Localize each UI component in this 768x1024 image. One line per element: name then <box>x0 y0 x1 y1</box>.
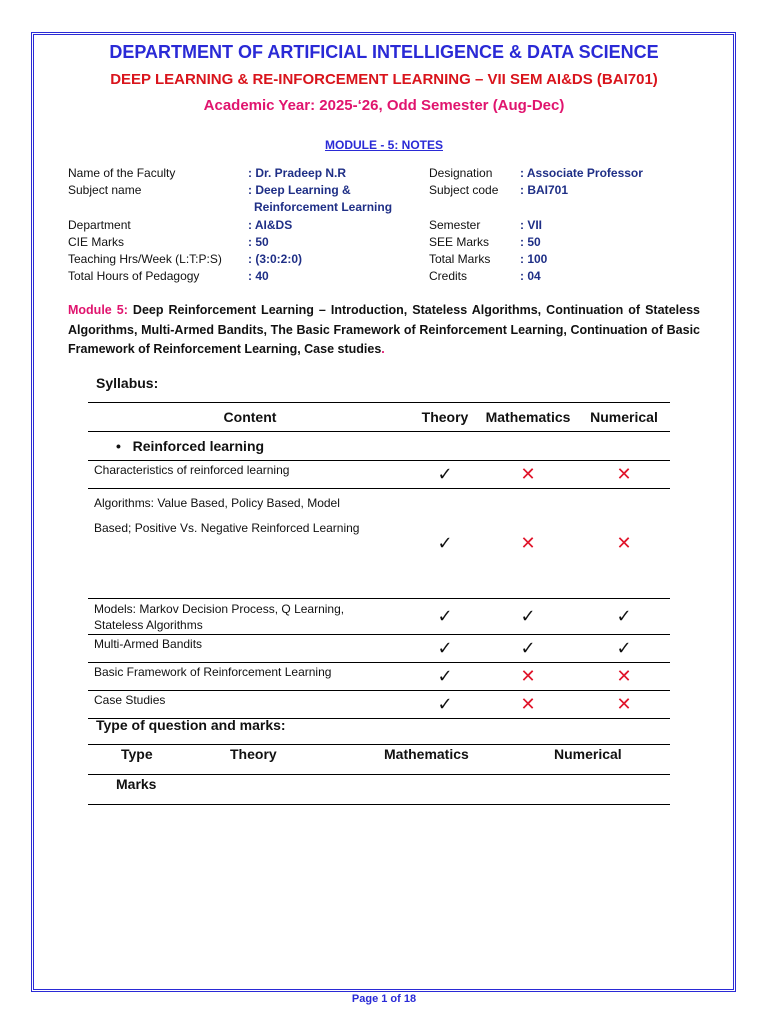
mathematics-check-icon: ✓ <box>478 599 578 635</box>
theory-check-icon: ✓ <box>412 663 478 691</box>
header-content: Content <box>88 403 412 432</box>
question-header-row <box>88 745 670 775</box>
cie-label: CIE Marks <box>68 235 125 249</box>
syllabus-header-row <box>88 403 670 432</box>
header-theory: Theory <box>412 403 478 432</box>
see-label: SEE Marks <box>429 235 490 249</box>
cie-value: : 50 <box>248 235 269 249</box>
course-title: DEEP LEARNING & RE-INFORCEMENT LEARNING – VII SEM AI&DS (BAI701) <box>110 71 658 88</box>
question-types-title: Type of question and marks: <box>96 717 286 733</box>
row-content: Case Studies <box>88 691 412 719</box>
numerical-check-icon: ✓ <box>578 599 670 635</box>
module-description <box>68 301 700 360</box>
table-row <box>88 489 670 599</box>
module-end: . <box>381 342 385 356</box>
syllabus-table <box>88 402 670 719</box>
designation-value: : Associate Professor <box>520 166 643 180</box>
total-marks-label: Total Marks <box>429 252 491 266</box>
marks-mathematics <box>378 775 528 805</box>
header-theory: Theory <box>228 745 378 775</box>
syllabus-title: Syllabus: <box>96 375 159 391</box>
credits-value: : 04 <box>520 269 541 283</box>
designation-label: Designation <box>429 166 493 180</box>
department-value: : AI&DS <box>248 218 293 232</box>
header-numerical: Numerical <box>578 403 670 432</box>
marks-numerical <box>528 775 670 805</box>
mathematics-check-icon: ✓ <box>478 635 578 663</box>
row-content: Multi-Armed Bandits <box>88 635 412 663</box>
numerical-cross-icon: ✕ <box>578 691 670 719</box>
faculty-value: : Dr. Pradeep N.R <box>248 166 347 180</box>
theory-check-icon: ✓ <box>412 635 478 663</box>
module-notes-title: MODULE - 5: NOTES <box>324 138 443 152</box>
table-row <box>88 461 670 489</box>
header-mathematics: Mathematics <box>378 745 528 775</box>
marks-row <box>88 775 670 805</box>
row-content: Characteristics of reinforced learning <box>88 461 412 489</box>
subject-label: Subject name <box>68 183 142 197</box>
row-content: Basic Framework of Reinforcement Learning <box>88 663 412 691</box>
table-row <box>88 663 670 691</box>
code-value: : BAI701 <box>520 183 569 197</box>
question-marks-table <box>88 744 670 805</box>
subject-value: : Deep Learning & <box>248 183 351 197</box>
bullet-icon: • <box>116 438 121 454</box>
row-content-line2: Based; Positive Vs. Negative Reinforced Learning <box>94 521 360 535</box>
theory-check-icon: ✓ <box>412 489 478 599</box>
teaching-value: : (3:0:2:0) <box>248 252 303 266</box>
academic-year: Academic Year: 2025-‘26, Odd Semester (Aug-Dec) <box>203 97 565 114</box>
mathematics-cross-icon: ✕ <box>478 691 578 719</box>
subject-value-line2: Reinforcement Learning <box>254 200 393 214</box>
numerical-check-icon: ✓ <box>578 635 670 663</box>
theory-check-icon: ✓ <box>412 599 478 635</box>
mathematics-cross-icon: ✕ <box>478 663 578 691</box>
numerical-cross-icon: ✕ <box>578 489 670 599</box>
section-title: Reinforced learning <box>132 438 265 454</box>
faculty-label: Name of the Faculty <box>68 166 176 180</box>
marks-theory <box>228 775 378 805</box>
pedagogy-label: Total Hours of Pedagogy <box>68 269 200 283</box>
table-row <box>88 635 670 663</box>
theory-check-icon: ✓ <box>412 691 478 719</box>
header-type: Type <box>88 745 228 775</box>
pedagogy-value: : 40 <box>248 269 269 283</box>
row-content: Models: Markov Decision Process, Q Learning, Stateless Algorithms <box>88 599 412 635</box>
department-title: DEPARTMENT OF ARTIFICIAL INTELLIGENCE & DATA SCIENCE <box>109 42 659 62</box>
module-tag: Module 5: <box>68 303 128 317</box>
marks-label: Marks <box>88 775 228 805</box>
page-number: Page 1 of 18 <box>351 993 417 1005</box>
row-content-line1: Algorithms: Value Based, Policy Based, Model <box>94 496 340 510</box>
theory-check-icon: ✓ <box>412 461 478 489</box>
mathematics-cross-icon: ✕ <box>478 461 578 489</box>
section-row <box>88 432 670 461</box>
module-text: Deep Reinforcement Learning – Introduction, Stateless Algorithms, Continuation of Stateless Algorithms, Multi-Armed Bandits, The Basic Framework of Reinforcement Learning, Continuation of Basic Framework of Reinforcement Learning, Case studies <box>68 303 700 356</box>
credits-label: Credits <box>429 269 468 283</box>
numerical-cross-icon: ✕ <box>578 461 670 489</box>
mathematics-cross-icon: ✕ <box>478 489 578 599</box>
header-mathematics: Mathematics <box>478 403 578 432</box>
total-marks-value: : 100 <box>520 252 548 266</box>
numerical-cross-icon: ✕ <box>578 663 670 691</box>
code-label: Subject code <box>429 183 499 197</box>
table-row <box>88 691 670 719</box>
semester-label: Semester <box>429 218 481 232</box>
semester-value: : VII <box>520 218 543 232</box>
see-value: : 50 <box>520 235 541 249</box>
table-row <box>88 599 670 635</box>
header-numerical: Numerical <box>528 745 670 775</box>
department-label: Department <box>68 218 131 232</box>
teaching-label: Teaching Hrs/Week (L:T:P:S) <box>68 252 222 266</box>
row-content <box>88 489 412 599</box>
